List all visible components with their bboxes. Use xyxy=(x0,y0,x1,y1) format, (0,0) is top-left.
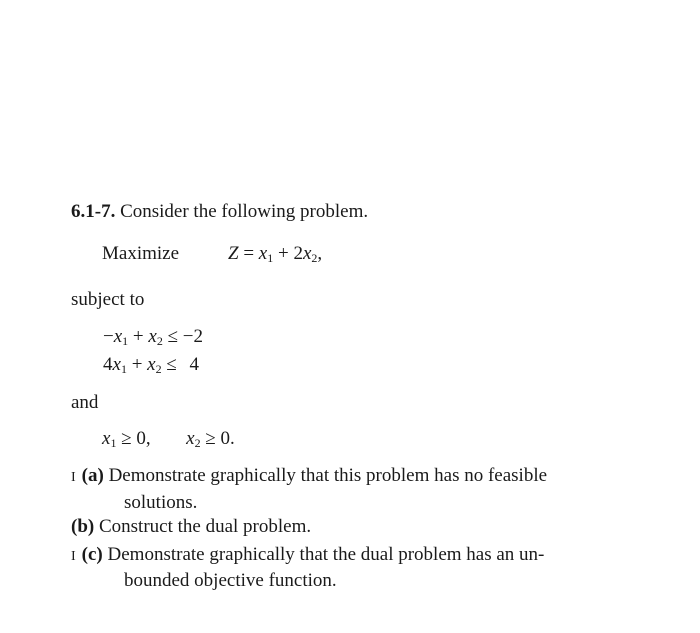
computer-marker-icon: I xyxy=(71,549,76,564)
computer-marker-icon: I xyxy=(71,470,76,485)
part-a-continuation: solutions. xyxy=(124,492,198,513)
part-text: Demonstrate graphically that the dual problem has an un- xyxy=(107,544,545,565)
part-b xyxy=(71,516,311,538)
part-label: (c) xyxy=(81,544,103,565)
subject-to-label: subject to xyxy=(71,289,145,310)
objective-line xyxy=(102,243,179,265)
and-label: and xyxy=(71,392,99,413)
part-label: (a) xyxy=(81,465,104,486)
part-text: Demonstrate graphically that this problem has no feasible xyxy=(108,465,548,486)
part-c-continuation: bounded objective function. xyxy=(124,570,337,591)
part-text: Construct the dual problem. xyxy=(98,516,312,537)
constraint-2: $4x_1 + x_2 \le 4$ xyxy=(103,354,200,376)
part-label: (b) xyxy=(71,516,95,537)
problem-heading xyxy=(71,201,368,223)
part-a xyxy=(71,465,547,489)
objective-function: $Z = x_1 + 2x_2$, xyxy=(228,243,323,265)
problem-number: 6.1-7. xyxy=(71,201,116,222)
maximize-label: Maximize xyxy=(102,243,180,264)
constraint-1: $-x_1 + x_2 \le -2$ xyxy=(103,326,203,348)
problem-intro: Consider the following problem. xyxy=(120,201,369,222)
nonnegativity-line: $x_1 \ge 0$, $x_2 \ge 0$. xyxy=(102,428,235,450)
part-c xyxy=(71,544,544,568)
